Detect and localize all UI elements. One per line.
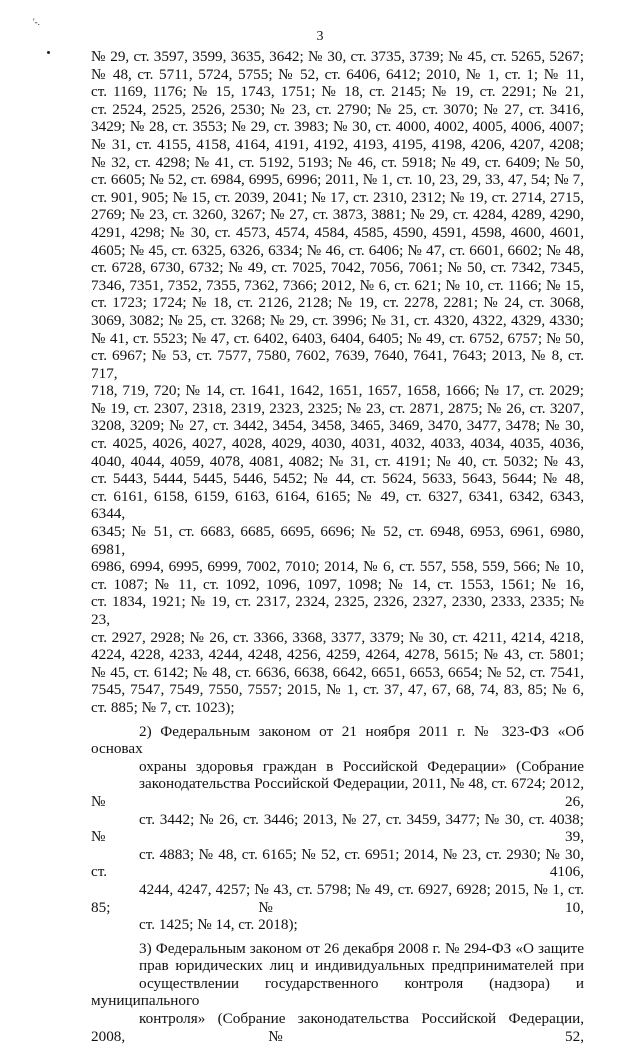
paragraph-law-323-fz <box>91 723 584 934</box>
document-body <box>91 48 584 1045</box>
text-line: № 19, ст. 2307, 2318, 2319, 2323, 2325; № 23, ст. 2871, 2875; № 26, ст. 3207, <box>91 399 584 417</box>
text-line: 3069, 3082; № 25, ст. 3268; № 29, ст. 3996; № 31, ст. 4320, 4322, 4329, 4330; <box>91 311 584 329</box>
text-line: № 32, ст. 4298; № 41, ст. 5192, 5193; № 46, ст. 5918; № 49, ст. 6409; № 50, <box>91 153 584 171</box>
text-line: 4040, 4044, 4059, 4078, 4081, 4082; № 31, ст. 4191; № 40, ст. 5032; № 43, <box>91 452 584 470</box>
text-line: ст. 1169, 1176; № 15, 1743, 1751; № 18, ст. 2145; № 19, ст. 2291; № 21, <box>91 83 584 101</box>
text-line: ст. 3442; № 26, ст. 3446; 2013, № 27, ст. 3459, 3477; № 30, ст. 4038; № 39, <box>91 810 584 846</box>
text-line: законодательства Российской Федерации, 2011, № 48, ст. 6724; 2012, № 26, <box>91 775 584 810</box>
text-line: № 45, ст. 6142; № 48, ст. 6636, 6638, 6642, 6651, 6653, 6654; № 52, ст. 7541, <box>91 663 584 681</box>
text-line: 7545, 7547, 7549, 7550, 7557; 2015, № 1, ст. 37, 47, 67, 68, 74, 83, 85; № 6, <box>91 681 584 699</box>
text-line: прав юридических лиц и индивидуальных предпринимателей при <box>139 957 584 975</box>
text-line: 4244, 4247, 4257; № 43, ст. 5798; № 49, ст. 6927, 6928; 2015, № 1, ст. 85; № 10, <box>91 880 584 916</box>
text-line: ст. 1834, 1921; № 19, ст. 2317, 2324, 2325, 2326, 2327, 2330, 2333, 2335; № 23, <box>91 593 584 628</box>
scan-mark: '-. <box>33 17 40 27</box>
text-line: 7346, 7351, 7352, 7355, 7362, 7366; 2012, № 6, ст. 621; № 10, ст. 1166; № 15, <box>91 276 584 294</box>
text-line: № 31, ст. 4155, 4158, 4164, 4191, 4192, 4193, 4195, 4198, 4206, 4207, 4208; <box>91 135 584 153</box>
text-line: 2) Федеральным законом от 21 ноября 2011 г. № 323-ФЗ «Об основах <box>91 722 584 758</box>
text-line: ст. 1087; № 11, ст. 1092, 1096, 1097, 1098; № 14, ст. 1553, 1561; № 16, <box>91 575 584 593</box>
paragraph-law-294-fz <box>91 940 584 1045</box>
text-line: 6986, 6994, 6995, 6999, 7002, 7010; 2014, № 6, ст. 557, 558, 559, 566; № 10, <box>91 558 584 576</box>
scan-dot <box>47 51 50 54</box>
text-line: ст. 4025, 4026, 4027, 4028, 4029, 4030, 4031, 4032, 4033, 4034, 4035, 4036, <box>91 435 584 453</box>
text-line: № 41, ст. 5523; № 47, ст. 6402, 6403, 6404, 6405; № 49, ст. 6752, 6757; № 50, <box>91 329 584 347</box>
text-line: ст. 1723; 1724; № 18, ст. 2126, 2128; № 19, ст. 2278, 2281; № 24, ст. 3068, <box>91 294 584 312</box>
text-line: 6345; № 51, ст. 6683, 6685, 6695, 6696; № 52, ст. 6948, 6953, 6961, 6980, 6981, <box>91 523 584 558</box>
text-line: ст. 2524, 2525, 2526, 2530; № 23, ст. 2790; № 25, ст. 3070; № 27, ст. 3416, <box>91 100 584 118</box>
text-line: 3) Федеральным законом от 26 декабря 2008 г. № 294-ФЗ «О защите <box>139 939 584 957</box>
paragraph-references-continued <box>91 48 584 717</box>
text-line: ст. 6728, 6730, 6732; № 49, ст. 7025, 7042, 7056, 7061; № 50, ст. 7342, 7345, <box>91 259 584 277</box>
text-line: 3208, 3209; № 27, ст. 3442, 3454, 3458, 3465, 3469, 3470, 3477, 3478; № 30, <box>91 417 584 435</box>
text-line: 3429; № 28, ст. 3553; № 29, ст. 3983; № 30, ст. 4000, 4002, 4005, 4006, 4007; <box>91 118 584 136</box>
text-line: осуществлении государственного контроля (надзора) и муниципального <box>91 974 584 1010</box>
page-number: 3 <box>316 29 324 44</box>
text-line: ст. 901, 905; № 15, ст. 2039, 2041; № 17, ст. 2310, 2312; № 19, ст. 2714, 2715, <box>91 188 584 206</box>
text-line: 2769; № 23, ст. 3260, 3267; № 27, ст. 3873, 3881; № 29, ст. 4284, 4289, 4290, <box>91 206 584 224</box>
text-line: ст. 5443, 5444, 5445, 5446, 5452; № 44, ст. 5624, 5633, 5643, 5644; № 48, <box>91 470 584 488</box>
text-line: № 48, ст. 5711, 5724, 5755; № 52, ст. 6406, 6412; 2010, № 1, ст. 1; № 11, <box>91 65 584 83</box>
text-line: ст. 6605; № 52, ст. 6984, 6995, 6996; 2011, № 1, ст. 10, 23, 29, 33, 47, 54; № 7, <box>91 171 584 189</box>
text-line: ст. 885; № 7, ст. 1023); <box>91 698 235 716</box>
text-line: ст. 1425; № 14, ст. 2018); <box>139 916 298 934</box>
text-line: 4224, 4228, 4233, 4244, 4248, 4256, 4259, 4264, 4278, 5615; № 43, ст. 5801; <box>91 646 584 664</box>
text-line: контроля» (Собрание законодательства Российской Федерации, 2008, № 52, <box>91 1010 584 1045</box>
text-line: ст. 2927, 2928; № 26, ст. 3366, 3368, 3377, 3379; № 30, ст. 4211, 4214, 4218, <box>91 628 584 646</box>
text-line: ст. 4883; № 48, ст. 6165; № 52, ст. 6951; 2014, № 23, ст. 2930; № 30, ст. 4106, <box>91 845 584 881</box>
text-line: 4605; № 45, ст. 6325, 6326, 6334; № 46, ст. 6406; № 47, ст. 6601, 6602; № 48, <box>91 241 584 259</box>
text-line: ст. 6161, 6158, 6159, 6163, 6164, 6165; № 49, ст. 6327, 6341, 6342, 6343, 6344, <box>91 487 584 523</box>
text-line: № 29, ст. 3597, 3599, 3635, 3642; № 30, ст. 3735, 3739; № 45, ст. 5265, 5267; <box>91 48 584 65</box>
text-line: 718, 719, 720; № 14, ст. 1641, 1642, 1651, 1657, 1658, 1666; № 17, ст. 2029; <box>91 382 584 400</box>
text-line: ст. 6967; № 53, ст. 7577, 7580, 7602, 7639, 7640, 7641, 7643; 2013, № 8, ст. 717, <box>91 347 584 382</box>
text-line: 4291, 4298; № 30, ст. 4573, 4574, 4584, 4585, 4590, 4591, 4598, 4600, 4601, <box>91 223 584 241</box>
text-line: охраны здоровья граждан в Российской Федерации» (Собрание <box>139 757 584 775</box>
